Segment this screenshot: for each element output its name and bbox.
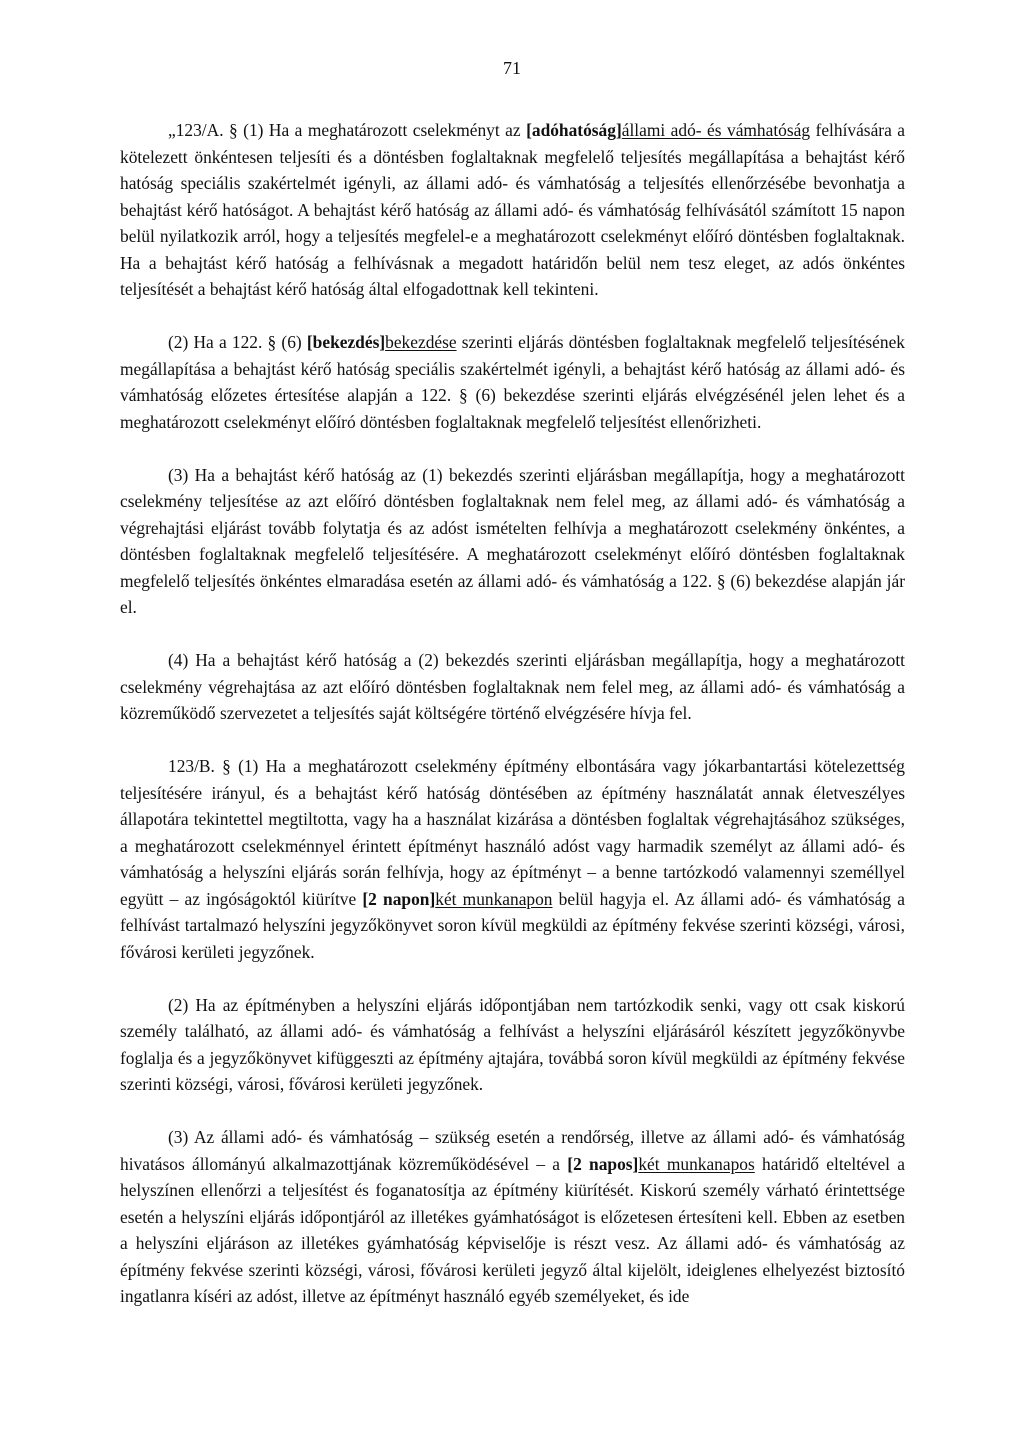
text-run: szerinti eljárás döntésben foglaltaknak megfelelő teljesítésének megállapítása a behajtást kérő hatóság speciális szakértelmét igényli, a behajtást kérő hatóság az állami adó- és vámhatóság előzetes értesítése alapján a 122. § (6) bekezdése szerinti eljárás elvégzésénél jelen lehet és a meghatározott cselekményt előíró döntésben foglaltaknak megfelelő teljesítést ellenőrizheti.	[120, 332, 905, 432]
deleted-text: [2 napon]	[362, 888, 436, 909]
text-run: (3) Az állami adó- és vámhatóság – szükség esetén a rendőrség, illetve az állami adó- és vámhatóság hivatásos állományú alkalmazottjának közreműködésével – a	[120, 1127, 905, 1174]
text-run: belül hagyja el. Az állami adó- és vámhatóság a felhívást tartalmazó helyszíni jegyzőkönyvet soron kívül megküldi az építmény fekvése szerinti községi, városi, fővárosi kerületi jegyzőnek.	[120, 888, 905, 962]
deleted-text: [adóhatóság]	[526, 120, 622, 140]
deleted-text: [bekezdés]	[306, 332, 386, 352]
text-run: 123/B. § (1) Ha a meghatározott cselekmény építmény elbontására vagy jókarbantartási kötelezettség teljesítésére irányul, és a behajtást kérő hatóság döntésében az építmény használatát annak életveszélyes állapotára tekintettel megtiltotta, vagy ha a használat kizárása a döntésben foglaltak végrehajtásához szükséges, a meghatározott cselekménnyel érintett építményt használó adóst vagy harmadik személyt az állami adó- és vámhatóság a helyszíni eljárás során felhívja, hogy az építményt – a benne tartózkodó valamennyi személlyel együtt – az ingóságoktól kiürítve	[120, 756, 905, 909]
paragraph-123a-1	[120, 117, 905, 303]
paragraph-123b-2	[120, 992, 905, 1098]
paragraph-123b-3	[120, 1124, 905, 1310]
text-run: határidő elteltével a helyszínen ellenőrzi a teljesítést és foganatosítja az építmény kiürítését. Kiskorú személy várható érintettsége esetén a helyszíni eljárás időpontjáról az illetékes gyámhatóságot is előzetesen értesíteni kell. Ebben az esetben a helyszíni eljáráson az illetékes gyámhatóság képviselője is részt vesz. Az állami adó- és vámhatóság az építmény fekvése szerinti községi, városi, fővárosi kerületi jegyző által kijelölt, ideiglenes elhelyezést biztosító ingatlanra kíséri az adóst, illetve az építményt használó egyéb személyeket, és ide	[120, 1153, 905, 1306]
inserted-text: két munkanapos	[638, 1153, 755, 1174]
inserted-text: állami adó- és vámhatóság	[621, 120, 811, 140]
paragraph-123a-4	[120, 647, 905, 727]
text-run: (2) Ha az építményben a helyszíni eljárás időpontjában nem tartózkodik senki, vagy ott csak kiskorú személy található, az állami adó- és vámhatóság a felhívást a helyszíni eljárásáról készített jegyzőkönyvbe foglalja és a jegyzőkönyvet kifüggeszti az építmény ajtajára, továbbá soron kívül megküldi az építmény fekvése szerinti községi, városi, fővárosi kerületi jegyzőnek.	[120, 994, 905, 1094]
document-body	[120, 117, 905, 1310]
inserted-text: két munkanapon	[435, 888, 553, 909]
text-run: (3) Ha a behajtást kérő hatóság az (1) bekezdés szerinti eljárásban megállapítja, hogy a meghatározott cselekmény teljesítése az azt előíró döntésben foglaltaknak nem felel meg, az állami adó- és vámhatóság a végrehajtási eljárást tovább folytatja és az adóst ismételten felhívja a meghatározott cselekmény önkéntes, a döntésben foglaltaknak megfelelő teljesítésére. A meghatározott cselekményt előíró döntésben foglaltaknak megfelelő teljesítés önkéntes elmaradása esetén az állami adó- és vámhatóság a 122. § (6) bekezdése alapján jár el.	[120, 464, 905, 617]
page-number: 71	[503, 58, 521, 78]
paragraph-123b-1	[120, 753, 905, 965]
inserted-text: bekezdése	[385, 332, 457, 352]
text-run: „123/A. § (1) Ha a meghatározott cselekményt az	[168, 120, 527, 140]
text-run: felhívására a kötelezett önkéntesen teljesíti és a döntésben foglaltaknak megfelelő teljesítés megállapítása a behajtást kérő hatóság speciális szakértelmét igényli, az állami adó- és vámhatóság a teljesítés ellenőrzésébe bevonhatja a behajtást kérő hatóságot. A behajtást kérő hatóság az állami adó- és vámhatóság felhívásától számított 15 napon belül nyilatkozik arról, hogy a teljesítés megfelel-e a meghatározott cselekményt előíró döntésben foglaltaknak. Ha a behajtást kérő hatóság a felhívásnak a megadott határidőn belül nem tesz eleget, az adós önkéntes teljesítését a behajtást kérő hatóság által elfogadottnak kell tekinteni.	[120, 120, 905, 299]
paragraph-123a-3	[120, 462, 905, 621]
text-run: (2) Ha a 122. § (6)	[168, 332, 307, 352]
text-run: (4) Ha a behajtást kérő hatóság a (2) bekezdés szerinti eljárásban megállapítja, hogy a meghatározott cselekmény végrehajtása az azt előíró döntésben foglaltaknak nem felel meg, az állami adó- és vámhatóság a közreműködő szervezetet a teljesítés saját költségére történő elvégzésére hívja fel.	[120, 650, 905, 723]
deleted-text: [2 napos]	[567, 1153, 639, 1174]
paragraph-123a-2	[120, 329, 905, 435]
